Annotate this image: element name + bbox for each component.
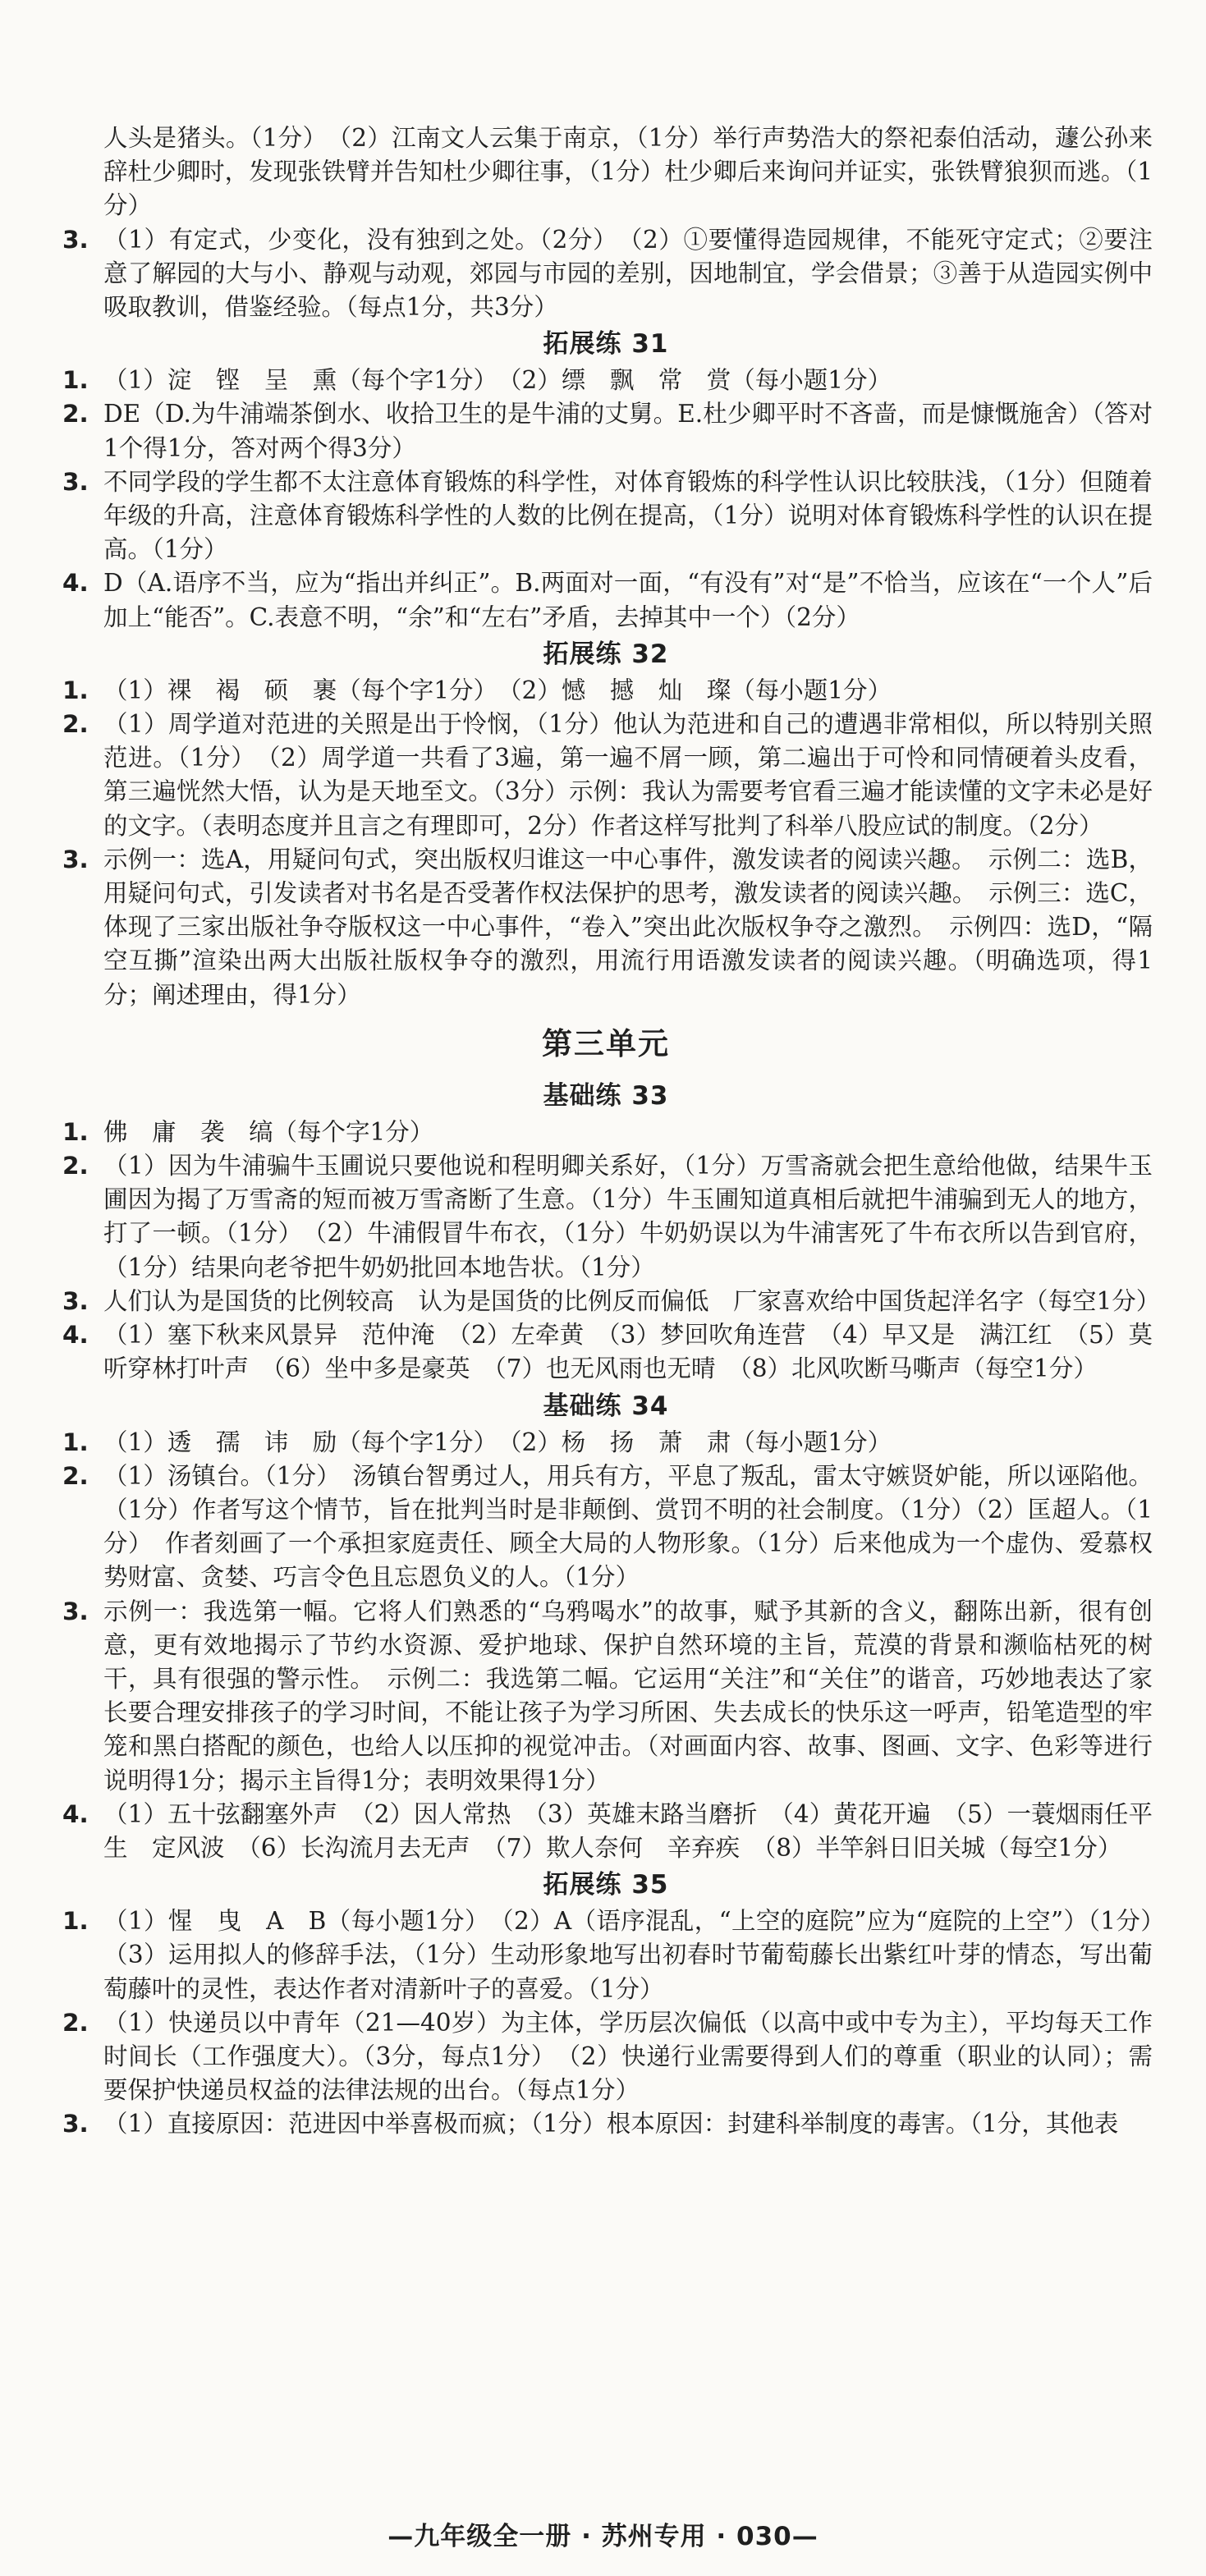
answer-item: [59, 708, 1153, 843]
item-number: 3.: [62, 845, 89, 873]
item-text: （1）惺 曳 A B（每小题1分） （2）A（语序混乱，“上空的庭院”应为“庭院的上空”）（1分） （3）运用拟人的修辞手法，（1分）生动形象地写出初春时节葡萄藤长出紫红叶芽的情态，写出葡萄藤叶的灵性，表达作者对清新叶子的喜爱。（1分）: [103, 1907, 1177, 2003]
item-number: 3.: [62, 225, 89, 254]
answer-item: [59, 1116, 1153, 1149]
item-text: （1）直接原因：范进因中举喜极而疯；（1分）根本原因：封建科举制度的毒害。（1分，其他表: [103, 2110, 1119, 2138]
item-text: （1）透 孺 讳 励（每个字1分） （2）杨 扬 萧 肃（每小题1分）: [103, 1428, 892, 1456]
section-heading: 基础练 34: [543, 1391, 669, 1421]
item-number: 1.: [62, 676, 89, 704]
answer-item: [59, 121, 1153, 223]
answer-item: [59, 1904, 1177, 2006]
item-number: 4.: [62, 569, 89, 598]
item-text: 人头是猪头。（1分） （2）江南文人云集于南京，（1分）举行声势浩大的祭祀泰伯活动，蘧公孙来辞杜少卿时，发现张铁臂并告知杜少卿往事，（1分）杜少卿后来询问并证实，张铁臂狼狈而逃。（1分）: [103, 124, 1153, 220]
item-text: （1）因为牛浦骗牛玉圃说只要他说和程明卿关系好，（1分）万雪斋就会把生意给他做，结果牛玉圃因为揭了万雪斋的短而被万雪斋断了生意。（1分）牛玉圃知道真相后就把牛浦骗到无人的地方，打了一顿。（1分） （2）牛浦假冒牛布衣，（1分）牛奶奶误以为牛浦害死了牛布衣所以告到官府，（1分）结果向老爷把牛奶奶批回本地告状。（1分）: [103, 1152, 1153, 1281]
unit-title: 第三单元: [542, 1025, 670, 1061]
item-text: （1）淀 铿 呈 熏（每个字1分） （2）缥 飘 常 赏（每小题1分）: [103, 366, 892, 395]
answer-item: [59, 1318, 1153, 1386]
item-text: （1）五十弦翻塞外声 （2）因人常热 （3）英雄末路当磨折 （4）黄花开遍 （5）一蓑烟雨任平生 定风波 （6）长沟流月去无声 （7）欺人奈何 辛弃疾 （8）半竿斜日旧关城（每空1分）: [103, 1799, 1153, 1862]
answer-item: [59, 1460, 1153, 1595]
item-text: 示例一：选A，用疑问句式，突出版权归谁这一中心事件，激发读者的阅读兴趣。 示例二：选B，用疑问句式，引发读者对书名是否受著作权法保护的思考，激发读者的阅读兴趣。 示例三：选C，体现了三家出版社争夺版权这一中心事件，“卷入”突出此次版权争夺之激烈。 示例四：选D，“隔空互撕”渲染出两大出版社版权争夺的激烈，用流行用语激发读者的阅读兴趣。（明确选项，得1分；阐述理由，得1分）: [103, 845, 1153, 1009]
answer-content: [59, 121, 1177, 2142]
section-heading: 拓展练 31: [543, 329, 669, 360]
item-number: 3.: [62, 467, 89, 496]
page-footer: —九年级全一册 · 苏州专用 · 030—: [387, 2522, 819, 2551]
item-number: 2.: [62, 400, 89, 429]
item-number: 2.: [62, 1152, 89, 1180]
item-text: （1）裸 褐 硕 裹（每个字1分） （2）憾 撼 灿 璨（每小题1分）: [103, 676, 892, 704]
item-number: 4.: [62, 1321, 89, 1350]
item-number: 2.: [62, 710, 89, 739]
item-text: （1）有定式，少变化，没有独到之处。（2分） （2）①要懂得造园规律，不能死守定式；②要注意了解园的大与小、静观与动观，郊园与市园的差别，因地制宜，学会借景；③善于从造园实例中吸取教训，借鉴经验。（每点1分，共3分）: [103, 225, 1153, 322]
item-number: 1.: [62, 1907, 89, 1936]
answer-item: [59, 2107, 1153, 2141]
item-number: 4.: [62, 1799, 89, 1828]
section-heading: 基础练 33: [543, 1080, 669, 1111]
answer-item: [59, 566, 1153, 634]
item-number: 3.: [62, 1597, 89, 1625]
item-text: （1）汤镇台。（1分） 汤镇台智勇过人，用兵有方，平息了叛乱，雷太守嫉贤妒能，所以诬陷他。（1分）作者写这个情节，旨在批判当时是非颠倒、赏罚不明的社会制度。（1分）（2）匡超人。（1分） 作者刻画了一个承担家庭责任、顾全大局的人物形象。（1分）后来他成为一个虚伪、爱慕权势财富、贪婪、巧言令色且忘恩负义的人。（1分）: [103, 1461, 1153, 1592]
answer-item: [59, 1285, 1161, 1318]
answer-item: [59, 465, 1153, 567]
item-number: 3.: [62, 2110, 89, 2138]
item-number: 2.: [62, 2008, 89, 2037]
item-number: 3.: [62, 1286, 89, 1315]
answer-item: [59, 1595, 1153, 1798]
answer-item: [59, 397, 1153, 465]
item-text: （1）快递员以中青年（21—40岁）为主体，学历层次偏低（以高中或中专为主），平均每天工作时间长（工作强度大）。（3分，每点1分） （2）快递行业需要得到人们的尊重（职业的认同）；需要保护快递员权益的法律法规的出台。（每点1分）: [103, 2008, 1153, 2105]
item-number: 1.: [62, 366, 89, 395]
answer-item: [59, 674, 1153, 708]
item-text: 人们认为是国货的比例较高 认为是国货的比例反而偏低 厂家喜欢给中国货起洋名字（每空1分）: [103, 1286, 1161, 1315]
section-heading: 拓展练 35: [543, 1870, 669, 1900]
answer-item: [59, 1426, 1153, 1460]
answer-item: [59, 1798, 1153, 1865]
item-number: 1.: [62, 1117, 89, 1146]
answer-item: [59, 1149, 1153, 1285]
item-text: （1）塞下秋来风景异 范仲淹 （2）左牵黄 （3）梦回吹角连营 （4）早又是 满江红 （5）莫听穿林打叶声 （6）坐中多是豪英 （7）也无风雨也无晴 （8）北风吹断马嘶声（每空1分）: [103, 1321, 1153, 1383]
section-heading: 拓展练 32: [543, 639, 669, 669]
item-text: （1）周学道对范进的关照是出于怜悯，（1分）他认为范进和自己的遭遇非常相似，所以特别关照范进。（1分） （2）周学道一共看了3遍，第一遍不屑一顾，第二遍出于可怜和同情硬着头皮看，第三遍恍然大悟，认为是天地至文。（3分）示例：我认为需要考官看三遍才能读懂的文字未必是好的文字。（表明态度并且言之有理即可，2分）作者这样写批判了科举八股应试的制度。（2分）: [103, 710, 1153, 840]
item-text: D（A.语序不当，应为“指出并纠正”。B.两面对一面，“有没有”对“是”不恰当，应该在“一个人”后加上“能否”。C.表意不明，“余”和“左右”矛盾，去掉其中一个）（2分）: [103, 569, 1153, 631]
answer-item: [59, 364, 1153, 397]
item-number: 1.: [62, 1428, 89, 1456]
item-text: 不同学段的学生都不太注意体育锻炼的科学性，对体育锻炼的科学性认识比较肤浅，（1分）但随着年级的升高，注意体育锻炼科学性的人数的比例在提高，（1分）说明对体育锻炼科学性的认识在提高。（1分）: [103, 467, 1153, 564]
item-text: DE（D.为牛浦端茶倒水、收拾卫生的是牛浦的丈舅。E.杜少卿平时不吝啬，而是慷慨施舍）（答对1个得1分，答对两个得3分）: [103, 400, 1153, 462]
item-text: 示例一：我选第一幅。它将人们熟悉的“乌鸦喝水”的故事，赋予其新的含义，翻陈出新，很有创意，更有效地揭示了节约水资源、爱护地球、保护自然环境的主旨，荒漠的背景和濒临枯死的树干，具有很强的警示性。 示例二：我选第二幅。它运用“关注”和“关住”的谐音，巧妙地表达了家长要合理安排孩子的学习时间，不能让孩子为学习所困、失去成长的快乐这一呼声，铅笔造型的牢笼和黑白搭配的颜色，也给人以压抑的视觉冲击。（对画面内容、故事、图画、文字、色彩等进行说明得1分；揭示主旨得1分；表明效果得1分）: [103, 1597, 1153, 1794]
item-number: 2.: [62, 1461, 89, 1490]
answer-item: [59, 223, 1153, 325]
answer-item: [59, 843, 1153, 1012]
answer-item: [59, 2006, 1153, 2108]
item-text: 佛 庸 袭 缟（每个字1分）: [103, 1117, 434, 1146]
